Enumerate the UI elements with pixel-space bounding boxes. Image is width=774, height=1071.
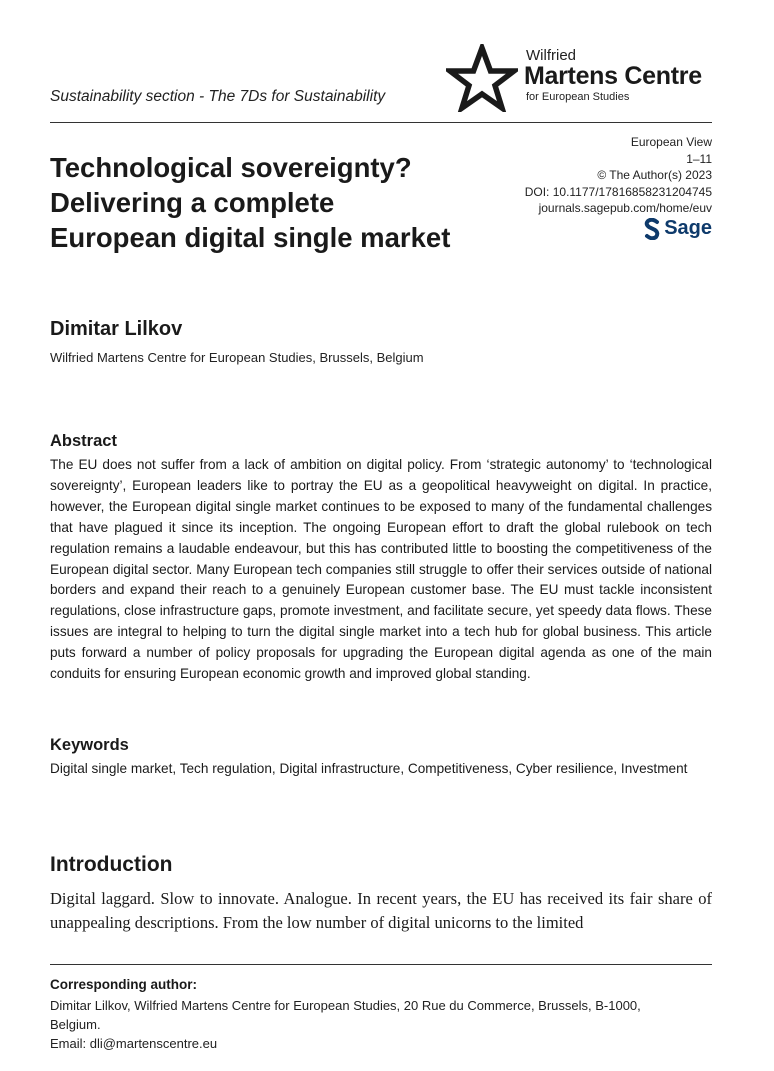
journal-name: European View: [630, 135, 712, 149]
header-divider: [50, 122, 712, 123]
logo-line-2: Martens Centre: [524, 62, 702, 90]
journal-url[interactable]: journals.sagepub.com/home/euv: [538, 201, 712, 215]
keywords-text: Digital single market, Tech regulation, Digital infrastructure, Competitiveness, Cyber resilience, Investment: [50, 761, 688, 776]
sage-s-icon: [644, 218, 660, 240]
footer-divider: [50, 964, 712, 965]
introduction-text: Digital laggard. Slow to innovate. Analogue. In recent years, the EU has received its fair share of unappealing descriptions. From the low number of digital unicorns to the limited: [50, 889, 712, 932]
logo-line-3: for European Studies: [526, 91, 630, 103]
title-line: European digital single market: [50, 222, 451, 253]
title-line: Delivering a complete: [50, 187, 335, 218]
publisher-name: Sage: [664, 217, 712, 239]
corresponding-author-details: [50, 996, 712, 1053]
page-range: 1–11: [686, 151, 712, 166]
abstract-text: The EU does not suffer from a lack of ambition on digital policy. From ‘strategic autonomy’ to ‘technological sovereignty’, European leaders like to portray the EU as a geopolitical heavyweight on digital. In practice, however, the European digital single market continues to be exposed to many of the fundamental challenges that have plagued it since its inception. The ongoing European effort to draft the global rulebook on tech regulation remains a laudable endeavour, but this has contributed little to boosting the competitiveness of the European digital sector. Many European tech companies still struggle to offer their services outside of national borders and expand their reach to a genuinely European customer base. The EU must tackle inconsistent regulations, close infrastructure gaps, promote investment, and facilitate secure, yet speedy data flows. These issues are integral to helping to turn the digital single market into a tech hub for global business. This article puts forward a number of policy proposals for upgrading the European digital agenda as one of the main conduits for ensuring European economic growth and improved global standing.: [50, 457, 712, 682]
copyright: © The Author(s) 2023: [597, 168, 712, 182]
abstract-heading: Abstract: [50, 432, 117, 450]
title-line: Technological sovereignty?: [50, 152, 412, 183]
sage-logo: [644, 217, 712, 241]
email[interactable]: Email: dli@martenscentre.eu: [50, 1036, 218, 1051]
introduction-heading: Introduction: [50, 853, 173, 876]
article-title: [50, 150, 500, 255]
author-affiliation: Wilfried Martens Centre for European Studies, Brussels, Belgium: [50, 350, 424, 365]
address-line: Dimitar Lilkov, Wilfried Martens Centre for European Studies, 20 Rue du Commerce, Brussels, B-1000,: [50, 998, 641, 1013]
martens-centre-logo: [446, 44, 716, 114]
journal-meta: [525, 134, 712, 217]
keywords-heading: Keywords: [50, 736, 129, 754]
author-name: Dimitar Lilkov: [50, 318, 183, 340]
address-line: Belgium.: [50, 1017, 101, 1032]
corresponding-author-heading: Corresponding author:: [50, 977, 197, 992]
star-icon: [446, 44, 518, 112]
doi: DOI: 10.1177/17816858231204745: [524, 184, 712, 199]
section-label: Sustainability section - The 7Ds for Sustainability: [50, 88, 386, 105]
logo-line-1: Wilfried: [526, 47, 577, 64]
